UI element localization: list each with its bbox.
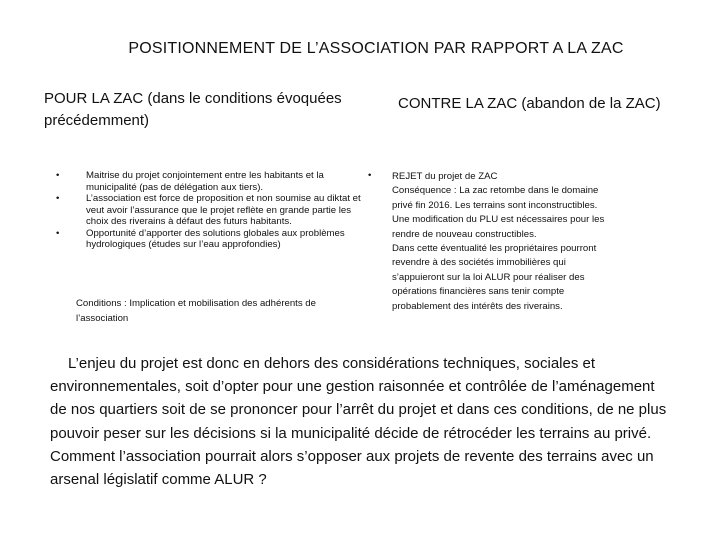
- contre-line: Conséquence : La zac retombe dans le domaine: [392, 185, 599, 197]
- bullet-dot: •: [56, 193, 60, 204]
- list-item: [56, 170, 368, 193]
- bullet-dot: •: [56, 170, 60, 181]
- contre-heading: CONTRE LA ZAC (abandon de la ZAC): [398, 95, 661, 112]
- contre-line: privé fin 2016. Les terrains sont inconstructibles.: [392, 199, 598, 211]
- contre-line: rendre de nouveau constructibles.: [392, 228, 537, 240]
- bullet-dot: •: [368, 170, 372, 181]
- slide-title: POSITIONNEMENT DE L’ASSOCIATION PAR RAPPORT A LA ZAC: [128, 40, 624, 57]
- bullet-dot: •: [56, 227, 60, 239]
- contre-line: Dans cette éventualité les propriétaires pourront: [392, 243, 597, 255]
- list-item: [56, 193, 368, 228]
- pour-heading: POUR LA ZAC (dans le conditions évoquées précédemment): [44, 90, 342, 129]
- bullet-text: Maitrise du projet conjointement entre les habitants et la municipalité (pas de délégation aux tiers).: [86, 170, 324, 193]
- contre-line: revendre à des sociétés immobilières qui: [392, 257, 566, 269]
- bullet-text: L’association est force de proposition et non soumise au diktat et veut avoir l’assurance que le projet reflète en grande partie les choix des riverains à défaut des futurs habitants.: [86, 193, 361, 227]
- pour-conditions: Conditions : Implication et mobilisation des adhérents de l’association: [76, 298, 316, 324]
- contre-line: probablement des intérêts des riverains.: [392, 300, 563, 312]
- contre-line: s’appuieront sur la loi ALUR pour réaliser des: [392, 271, 585, 283]
- contre-text: [392, 170, 642, 314]
- contre-line: opérations financières sans tenir compte: [392, 286, 565, 298]
- pour-bullet-list: [56, 170, 368, 251]
- conclusion-paragraph: L’enjeu du projet est donc en dehors des considérations techniques, sociales et environnementales, soit d’opter pour une gestion raisonnée et contrôlée de l’aménagement de nos quartiers soit de se prononcer pour l’arrêt du projet et dans ces conditions, de ne plus pouvoir peser sur les décisions si la municipalité décide de rétrocéder les terrains au privé. Comment l’association pourrait alors s’opposer aux projets de revente des terrains avec un arsenal législatif comme ALUR ?: [50, 355, 667, 489]
- bullet-text: Opportunité d’apporter des solutions globales aux problèmes hydrologiques (études sur l’eau approfondies): [86, 227, 345, 250]
- contre-line: REJET du projet de ZAC: [392, 171, 498, 182]
- contre-line: Une modification du PLU est nécessaires pour les: [392, 214, 605, 226]
- list-item: [56, 228, 368, 251]
